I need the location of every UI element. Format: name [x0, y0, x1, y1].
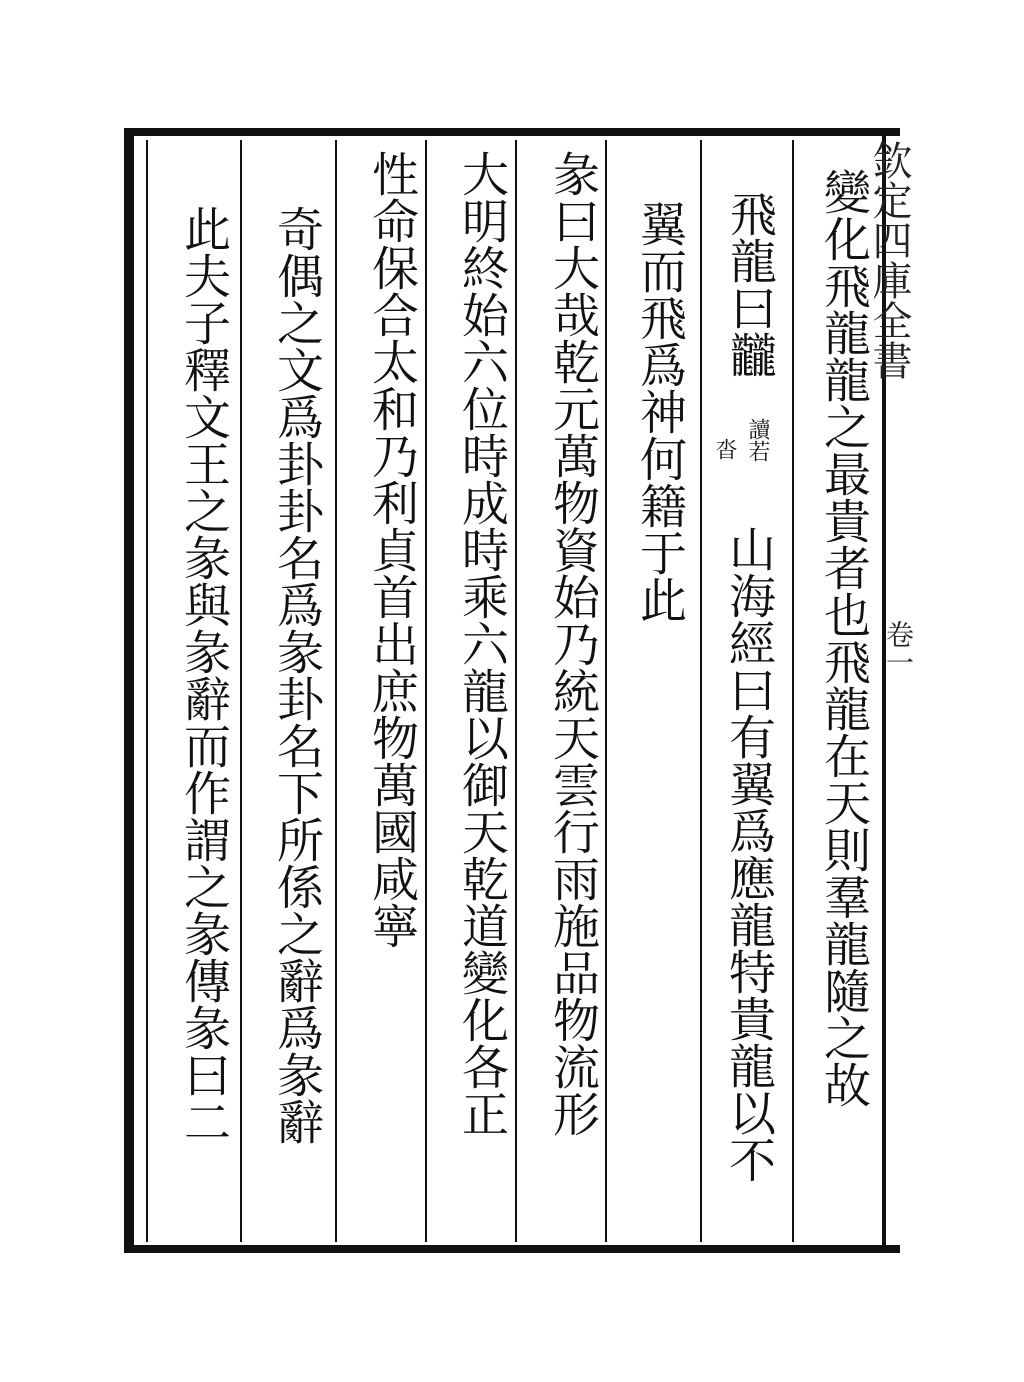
column-rule [605, 140, 607, 1242]
bottom-border [128, 1245, 900, 1253]
left-border [124, 128, 134, 1253]
column-rule [515, 140, 517, 1242]
column-rule [792, 140, 794, 1242]
text-column-6: 性命保合太和乃利貞首出庶物萬國咸寧 [364, 150, 419, 949]
column-rule [146, 140, 148, 1242]
column-rule [700, 140, 702, 1242]
text-column-8: 此夫子釋文王之彖與彖辭而作謂之彖傳彖曰二 [176, 205, 231, 1145]
text-column-7: 奇偶之文爲卦卦名爲彖卦名下所係之辭爲彖辭 [269, 205, 324, 1145]
volume-label: 卷一 [882, 620, 915, 676]
column-rule [335, 140, 337, 1242]
text-column-3: 翼而飛爲神何籍于此 [632, 200, 687, 623]
book-title-margin: 欽定四庫全書 [866, 140, 912, 380]
top-border [128, 128, 900, 136]
annotation-right: 讀若 [745, 418, 770, 462]
annotation-left: 沓 [712, 438, 737, 460]
text-column-2-head: 飛龍曰龖 [722, 190, 777, 378]
text-column-5: 大明終始六位時成時乘六龍以御天乾道變化各正 [454, 150, 509, 1137]
text-column-2: 山海經曰有翼爲應龍特貴龍以不 [721, 525, 776, 1183]
text-column-1: 變化飛龍龍之最貴者也飛龍在天則羣龍隨之故 [816, 168, 871, 1108]
column-rule [240, 140, 242, 1242]
text-column-4: 彖曰大哉乾元萬物資始乃統天雲行雨施品物流形 [545, 150, 600, 1137]
column-rule [425, 140, 427, 1242]
